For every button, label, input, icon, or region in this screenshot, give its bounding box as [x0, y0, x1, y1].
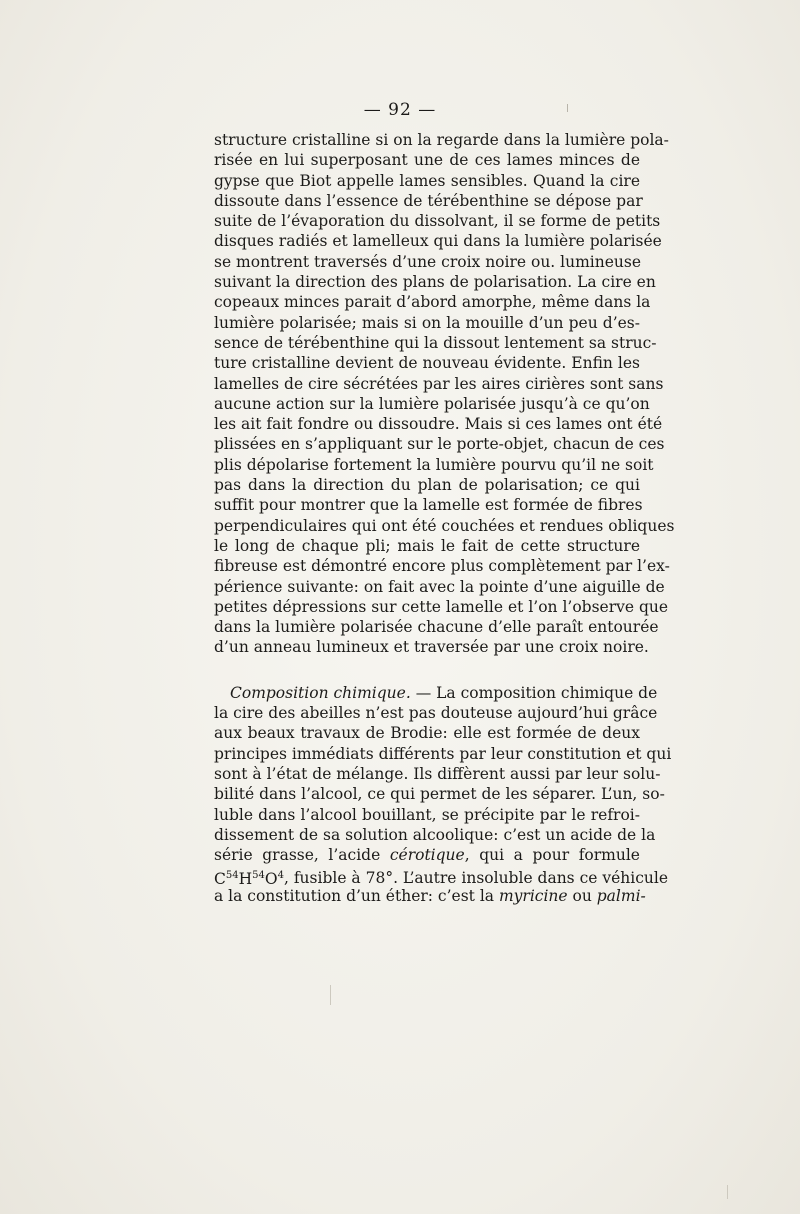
text-line: aux beaux travaux de Brodie: elle est formée de deux [214, 724, 640, 743]
text-line: perpendiculaires qui ont été couchées et rendues obliques [214, 516, 675, 535]
text-line: dissoute dans l’essence de térébenthine se dépose par [214, 191, 643, 210]
text-line: Composition chimique. — La composition chimique de [230, 683, 658, 702]
text-line: sence de térébenthine qui la dissout lentement sa struc- [214, 333, 657, 352]
text-line: lumière polarisée; mais si on la mouille d’un peu d’es- [214, 313, 640, 332]
text-line: les ait fait fondre ou dissoudre. Mais si ces lames ont été [214, 415, 663, 434]
chemical-formula: $C^{54}H^{54}O^4$ [214, 869, 284, 888]
paragraph-lines [214, 703, 672, 845]
text-line: périence suivante: on fait avec la pointe d’une aiguille de [214, 577, 665, 596]
text-line: suivant la direction des plans de polarisation. La cire en [214, 273, 656, 292]
text-line: luble dans l’alcool bouillant, se précipite par le refroi- [214, 805, 640, 824]
text-line: fibreuse est démontré encore plus complètement par l’ex- [214, 557, 670, 576]
text-line: risée en lui superposant une de ces lames minces de [214, 151, 640, 170]
paragraph-polarisation [214, 130, 675, 658]
text-line: copeaux minces parait d’abord amorphe, même dans la [214, 293, 651, 312]
section-heading: Composition chimique. [230, 683, 411, 702]
text-line: d’un anneau lumineux et traversée par une croix noire. [214, 638, 649, 657]
text-line: dans la lumière polarisée chacune d’elle paraît entourée [214, 618, 659, 637]
text-line: suffit pour montrer que la lamelle est formée de fibres [214, 496, 643, 515]
term-palmi: palmi- [596, 886, 646, 905]
text-line-formula: $C^{54}H^{54}O^4$, fusible à 78°. L’autre insoluble dans ce véhicule [214, 869, 669, 888]
text-line-last: a la constitution d’un éther: c’est la myricine ou palmi- [214, 886, 646, 905]
text-line: plis dépolarise fortement la lumière pourvu qu’il ne soit [214, 455, 654, 474]
text-line: petites dépressions sur cette lamelle et l’on l’observe que [214, 597, 669, 616]
text-line: suite de l’évaporation du dissolvant, il se forme de petits [214, 212, 661, 231]
text-line: la cire des abeilles n’est pas douteuse aujourd’hui grâce [214, 704, 658, 723]
text-line: gypse que Biot appelle lames sensibles. Quand la cire [214, 171, 640, 190]
text-line: ture cristalline devient de nouveau évidente. Enfin les [214, 354, 640, 373]
text-line-cerotique: série grasse, l’acide cérotique, qui a pour formule [214, 846, 640, 865]
paragraph-spacer [214, 658, 640, 683]
text-line: aucune action sur la lumière polarisée jusqu’à ce qu’on [214, 394, 650, 413]
text-line: pas dans la direction du plan de polarisation; ce qui [214, 476, 640, 495]
text-line: structure cristalline si on la regarde dans la lumière pola- [214, 131, 669, 149]
text-line: le long de chaque pli; mais le fait de cette structure [214, 536, 640, 555]
paper-mark [727, 1185, 728, 1199]
page-number: — 92 — [363, 100, 437, 120]
text-line: lamelles de cire sécrétées par les aires cirières sont sans [214, 374, 664, 393]
paper-mark [567, 104, 568, 112]
body-text [214, 130, 675, 906]
text-line: disques radiés et lamelleux qui dans la lumière polarisée [214, 232, 662, 251]
text-line: plissées en s’appliquant sur le porte-objet, chacun de ces [214, 435, 665, 454]
term-cerotique: cérotique [389, 846, 465, 865]
term-myricine: myricine [498, 886, 568, 905]
text-line: bilité dans l’alcool, ce qui permet de les séparer. L’un, so- [214, 785, 665, 804]
paper-mark [330, 985, 331, 1005]
text-line: se montrent traversés d’une croix noire ou. lumineuse [214, 252, 642, 271]
paragraph-composition-chimique [214, 683, 672, 906]
text-line: dissement de sa solution alcoolique: c’est un acide de la [214, 825, 656, 844]
text-line: principes immédiats différents par leur constitution et qui [214, 744, 672, 763]
text-line: sont à l’état de mélange. Ils diffèrent aussi par leur solu- [214, 764, 661, 783]
